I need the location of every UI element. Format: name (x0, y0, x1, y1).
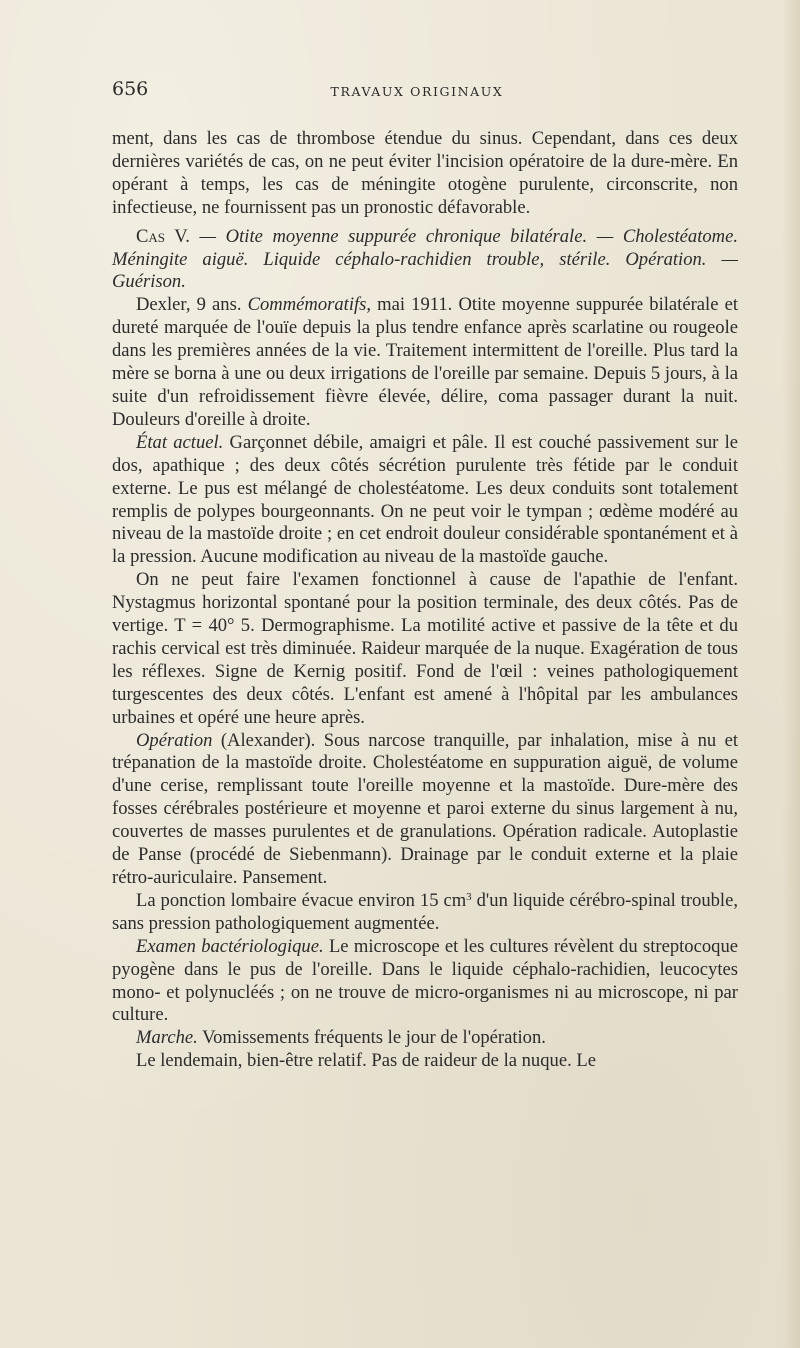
cubic-superscript: 3 (466, 890, 472, 903)
running-head: TRAVAUX ORIGINAUX (330, 84, 504, 99)
paragraph-course (112, 1027, 738, 1050)
course-label: Marche. (136, 1027, 198, 1049)
operation-text: (Alexander). Sous narcose tranquille, par inhalation, mise à nu et trépanation de la mastoïde droite. Cholestéatome en suppuration aiguë, de volume d'une cerise, remplissant toute l'oreille moyenne et la mastoïde. Dure-mère des fosses cérébrales postérieure et moyenne et paroi externe du sinus largement à nu, couvertes de masses purulentes et de granulations. Opération radicale. Autoplastie de Panse (procédé de Siebenmann). Drainage par le conduit externe et la plaie rétro-auriculaire. Pansement. (112, 729, 738, 888)
paragraph-continuation: ment, dans les cas de thrombose étendue du sinus. Cependant, dans ces deux dernières variétés de cas, on ne peut éviter l'incision opératoire de la dure-mère. En opérant à temps, les cas de méningite otogène purulente, circonscrite, non infectieuse, ne fournissent pas un pronostic défavorable. (112, 128, 738, 218)
page-edge-shadow (782, 0, 800, 1348)
case-title: — Otite moyenne suppurée chronique bilatérale. — Cholestéatome. Méningite aiguë. Liquide céphalo-rachidien trouble, stérile. Opération. — Guérison. (112, 225, 739, 293)
current-state-text: Garçonnet débile, amaigri et pâle. Il est couché passivement sur le dos, apathique ; des deux côtés sécrétion purulente très fétide par le conduit externe. Le pus est mélangé de cholestéatome. Les deux conduits sont totalement remplis de polypes bourgeonnants. On ne peut voir le tympan ; œdème modéré au niveau de la mastoïde droite ; en cet endroit douleur considérable spontanément et à la pression. Aucune modification au niveau de la mastoïde gauche. (112, 431, 738, 568)
paragraph-bacteriology (112, 936, 738, 1028)
patient-name: Dexler, 9 ans. (136, 294, 248, 316)
page-number: 656 (112, 78, 149, 100)
paragraph-next-day: Le lendemain, bien-être relatif. Pas de raideur de la nuque. Le (136, 1050, 596, 1072)
paragraph-operation (112, 730, 738, 890)
page-header (112, 78, 722, 106)
case-heading (112, 226, 738, 295)
paragraph-examination: On ne peut faire l'examen fonctionnel à cause de l'apathie de l'enfant. Nystagmus horizontal spontané pour la position terminale, des deux côtés. Pas de vertige. T = 40° 5. Dermographisme. La motilité active et passive de la tête et du rachis cervical est très diminuée. Raideur marquée de la nuque. Exagération de tous les réflexes. Signe de Kernig positif. Fond de l'œil : veines pathologiquement turgescentes des deux côtés. L'enfant est amené à l'hôpital par les ambulances urbaines et opéré une heure après. (112, 569, 738, 728)
bacteriology-label: Examen bactériologique. (136, 935, 324, 957)
body-text (112, 128, 738, 1073)
lumbar-text-end: d'un liquide cérébro-spinal trouble, sans pression pathologiquement augmentée. (112, 889, 738, 934)
history-label: Commémoratifs (247, 294, 367, 316)
lumbar-text-start: La ponction lombaire évacue environ 15 cm (136, 889, 467, 911)
bacteriology-text: Le microscope et les cultures révèlent du streptocoque pyogène dans le pus de l'oreille. Dans le liquide céphalo-rachidien, leucocytes mono- et polynucléés ; on ne trouve de micro-organismes ni au microscope, ni par culture. (112, 935, 738, 1026)
case-label: Cas V. (136, 225, 190, 247)
paragraph-history (112, 294, 738, 431)
paragraph-current-state (112, 432, 738, 569)
paragraph-lumbar-puncture (112, 890, 738, 936)
history-text: , mai 1911. Otite moyenne suppurée bilatérale et dureté marquée de l'ouïe depuis la plus tendre enfance après scarlatine ou rougeole dans les premières années de la vie. Traitement intermittent de l'oreille. Plus tard la mère se borna à une ou deux irrigations de l'oreille par semaine. Depuis 5 jours, à la suite d'un refroidissement fièvre élevée, délire, coma passager durant la nuit. Douleurs d'oreille à droite. (112, 294, 738, 430)
operation-label: Opération (136, 729, 213, 751)
current-state-label: État actuel. (136, 431, 224, 453)
course-text: Vomissements fréquents le jour de l'opération. (197, 1027, 546, 1049)
